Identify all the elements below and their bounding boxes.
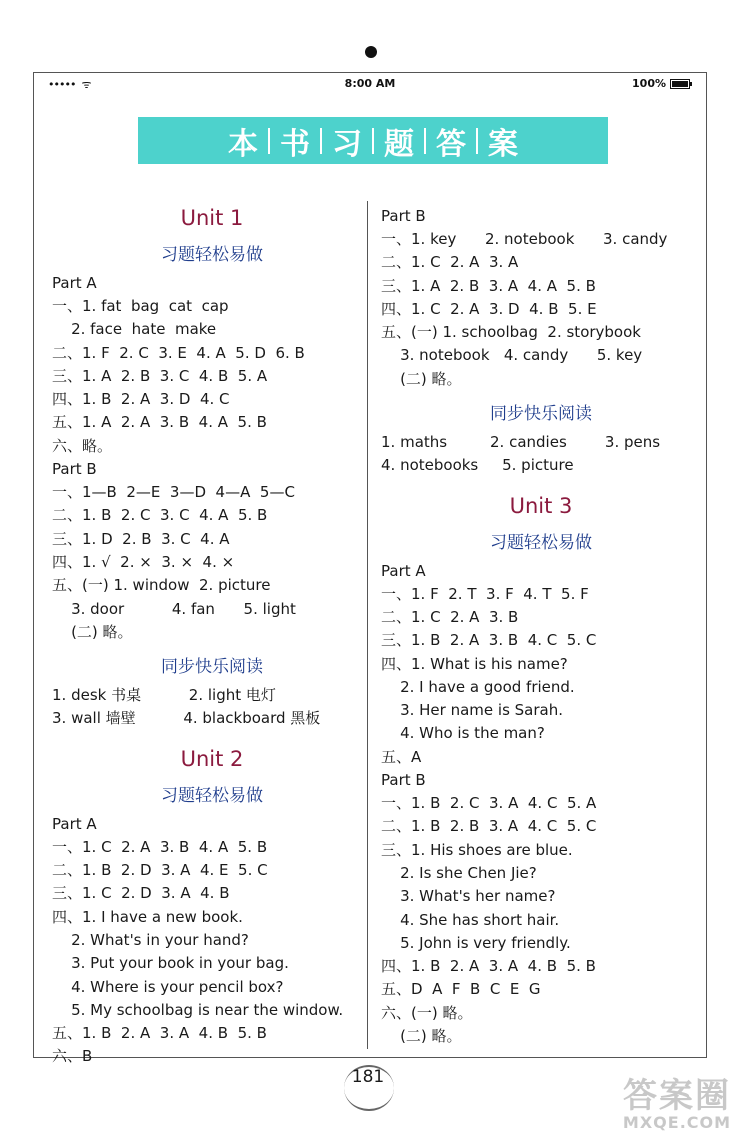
answer-line: 3. Her name is Sarah. [381, 701, 563, 720]
answer-line: 六、B [52, 1047, 93, 1066]
unit-3-part-b-label: Part B [381, 771, 426, 790]
watermark-url: MXQE.COM [622, 1113, 732, 1132]
answer-line: 2. face hate make [52, 320, 217, 339]
answer-line: 三、1. C 2. D 3. A 4. B [52, 884, 230, 903]
answer-line: 一、1. F 2. T 3. F 4. T 5. F [381, 584, 589, 603]
status-time: 8:00 AM [344, 77, 396, 90]
answer-line: 五、(一) 1. schoolbag 2. storybook [381, 323, 641, 342]
answer-line: 四、1. B 2. A 3. D 4. C [52, 390, 230, 409]
answer-line: 3. wall 墙壁 4. blackboard 黑板 [52, 709, 321, 728]
answer-line: 五、(一) 1. window 2. picture [52, 576, 271, 595]
watermark-logo-text: 答案圈 [623, 1076, 731, 1116]
right-column [381, 205, 701, 1048]
unit-1-part-a-label: Part A [52, 274, 97, 292]
unit-1-reading-answers [52, 684, 372, 731]
answer-line: 四、1. I have a new book. [52, 907, 243, 926]
unit-1-part-b-label: Part B [52, 460, 97, 479]
answer-line: 一、1. key 2. notebook 3. candy [381, 230, 668, 248]
answer-line: 3. What's her name? [381, 887, 556, 906]
answer-line: 4. notebooks 5. picture [381, 456, 574, 475]
unit-3-part-a-label: Part A [381, 561, 426, 580]
unit-3-exercise-heading: 习题轻松易做 [490, 532, 592, 553]
answer-line: 二、1. C 2. A 3. B [381, 607, 519, 626]
answer-line: 三、1. B 2. A 3. B 4. C 5. C [381, 631, 597, 650]
unit-2-heading: Unit 2 [180, 746, 244, 771]
camera-dot [365, 46, 377, 58]
unit-2-reading-heading: 同步快乐阅读 [490, 404, 592, 425]
answer-line: 一、1—B 2—E 3—D 4—A 5—C [52, 483, 295, 502]
unit-2-part-a-label: Part A [52, 814, 97, 833]
answer-line: 4. Where is your pencil box? [52, 977, 284, 996]
title-char: 答 [436, 126, 466, 162]
answer-line: 六、(一) 略。 [381, 1003, 473, 1022]
answer-line: 二、1. B 2. B 3. A 4. C 5. C [381, 817, 597, 836]
answer-line: 1. desk 书桌 2. light 电灯 [52, 686, 276, 705]
answer-line: 五、D A F B C E G [381, 980, 541, 999]
answer-line: 四、1. C 2. A 3. D 4. B 5. E [381, 299, 597, 318]
battery-percent: 100% [632, 77, 666, 90]
answer-line: 5. My schoolbag is near the window. [52, 1000, 344, 1019]
answer-line: 四、1. √ 2. × 3. × 4. × [52, 552, 235, 571]
answer-line: 三、1. His shoes are blue. [381, 840, 573, 859]
left-column [52, 198, 372, 1069]
answer-line: 一、1. C 2. A 3. B 4. A 5. B [52, 837, 268, 856]
answer-line: 五、A [381, 747, 422, 766]
unit-3-part-b-answers [381, 792, 701, 1048]
wifi-icon: ᯤ [81, 78, 92, 91]
answer-line: 五、1. B 2. A 3. A 4. B 5. B [52, 1024, 267, 1043]
unit-2-part-b-answers [381, 228, 701, 391]
answer-line: (二) 略。 [381, 1027, 462, 1046]
answer-line: 5. John is very friendly. [381, 933, 571, 952]
answer-line: 二、1. C 2. A 3. A [381, 253, 519, 272]
answer-line: (二) 略。 [381, 369, 462, 388]
answer-line: 三、1. A 2. B 3. A 4. A 5. B [381, 276, 596, 295]
battery-icon [670, 79, 690, 89]
unit-2-part-b-label: Part B [381, 207, 426, 225]
unit-1-exercise-heading: 习题轻松易做 [161, 245, 263, 265]
answer-line: 4. Who is the man? [381, 724, 545, 743]
title-text [218, 119, 528, 163]
answer-line: 四、1. B 2. A 3. A 4. B 5. B [381, 957, 596, 976]
answer-line: 2. What's in your hand? [52, 930, 249, 949]
answer-line: 3. door 4. fan 5. light [52, 599, 296, 618]
answer-line: 3. Put your book in your bag. [52, 954, 289, 973]
unit-2-part-a-answers [52, 836, 372, 1069]
unit-1-part-a-answers [52, 295, 372, 458]
unit-1-part-b-answers [52, 481, 372, 644]
site-watermark [608, 1068, 746, 1132]
unit-3-heading: Unit 3 [509, 493, 573, 518]
unit-2-exercise-heading: 习题轻松易做 [161, 785, 263, 806]
answer-line: 1. maths 2. candies 3. pens [381, 433, 661, 452]
answer-line: 一、1. fat bag cat cap [52, 297, 229, 315]
page-number: 181 [351, 1067, 385, 1087]
signal-dots-icon: ••••• [48, 78, 76, 91]
answer-line: 一、1. B 2. C 3. A 4. C 5. A [381, 794, 597, 813]
answer-line: 二、1. B 2. D 3. A 4. E 5. C [52, 861, 268, 880]
unit-1-reading-heading: 同步快乐阅读 [161, 657, 263, 678]
answer-line: 2. I have a good friend. [381, 677, 575, 696]
answer-line: 4. She has short hair. [381, 910, 560, 929]
battery-indicator [632, 77, 690, 90]
title-banner [138, 117, 608, 164]
status-bar [34, 73, 706, 95]
answer-line: 3. notebook 4. candy 5. key [381, 346, 643, 365]
answer-line: 二、1. B 2. C 3. C 4. A 5. B [52, 506, 268, 525]
answer-line: 六、略。 [52, 436, 113, 455]
answer-line: 五、1. A 2. A 3. B 4. A 5. B [52, 413, 267, 432]
unit-3-part-a-answers [381, 583, 701, 769]
answer-line: (二) 略。 [52, 622, 133, 641]
tablet-screen [33, 72, 707, 1066]
title-char: 书 [280, 126, 310, 162]
answer-line: 三、1. D 2. B 3. C 4. A [52, 529, 230, 548]
answer-line: 四、1. What is his name? [381, 654, 568, 673]
title-char: 题 [384, 126, 414, 162]
title-char: 本 [228, 126, 258, 162]
unit-2-reading-answers [381, 431, 701, 478]
answer-line: 2. Is she Chen Jie? [381, 863, 537, 882]
title-char: 案 [488, 126, 518, 162]
answer-line: 三、1. A 2. B 3. C 4. B 5. A [52, 366, 268, 385]
unit-1-heading: Unit 1 [180, 206, 244, 230]
answer-line: 二、1. F 2. C 3. E 4. A 5. D 6. B [52, 343, 305, 362]
title-char: 习 [332, 126, 362, 162]
